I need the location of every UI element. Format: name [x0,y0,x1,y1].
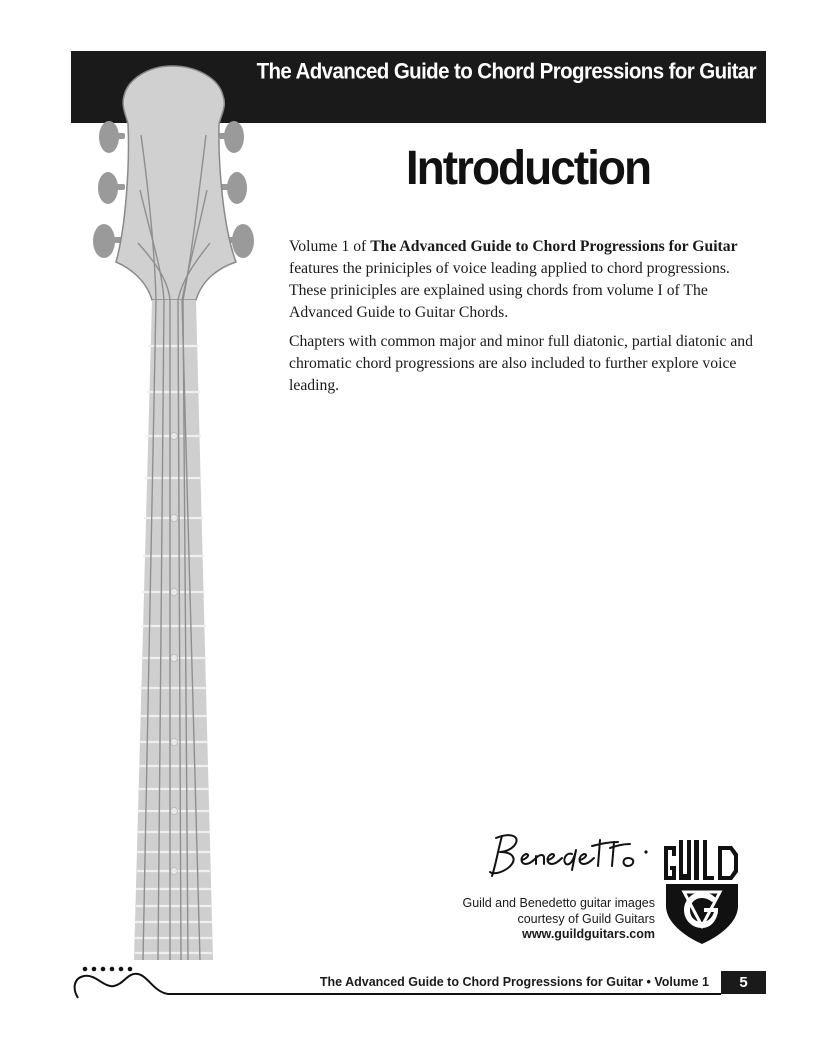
book-title-bold: The Advanced Guide to Chord Progressions for Guitar [370,238,738,255]
guitar-neck-illustration [86,56,258,961]
credits-line-1: Guild and Benedetto guitar images [462,896,655,910]
image-credits [463,896,656,943]
intro-paragraph-2: Chapters with common major and minor full diatonic, partial diatonic and chromatic chord progressions are also included to further explore voice leading. [289,333,753,394]
guild-url-link[interactable]: www.guildguitars.com [522,927,655,941]
body-text [289,236,761,404]
intro-p1-prefix: Volume 1 of [289,238,371,255]
page-title: Introduction [405,139,651,195]
header-title: The Advanced Guide to Chord Progressions for Guitar [256,59,756,84]
intro-paragraph-1 [289,236,761,324]
page-number: 5 [721,971,766,994]
intro-p1-rest: features the priniciples of voice leading applied to chord progressions. These priniciples are explained using chords from volume I of The Advanced Guide to Guitar Chords. [289,260,730,321]
guild-logo [662,840,742,946]
credits-line-2: courtesy of Guild Guitars [517,911,655,926]
footer-text: The Advanced Guide to Chord Progressions for Guitar • Volume 1 [319,975,709,989]
benedetto-logo [488,830,658,882]
